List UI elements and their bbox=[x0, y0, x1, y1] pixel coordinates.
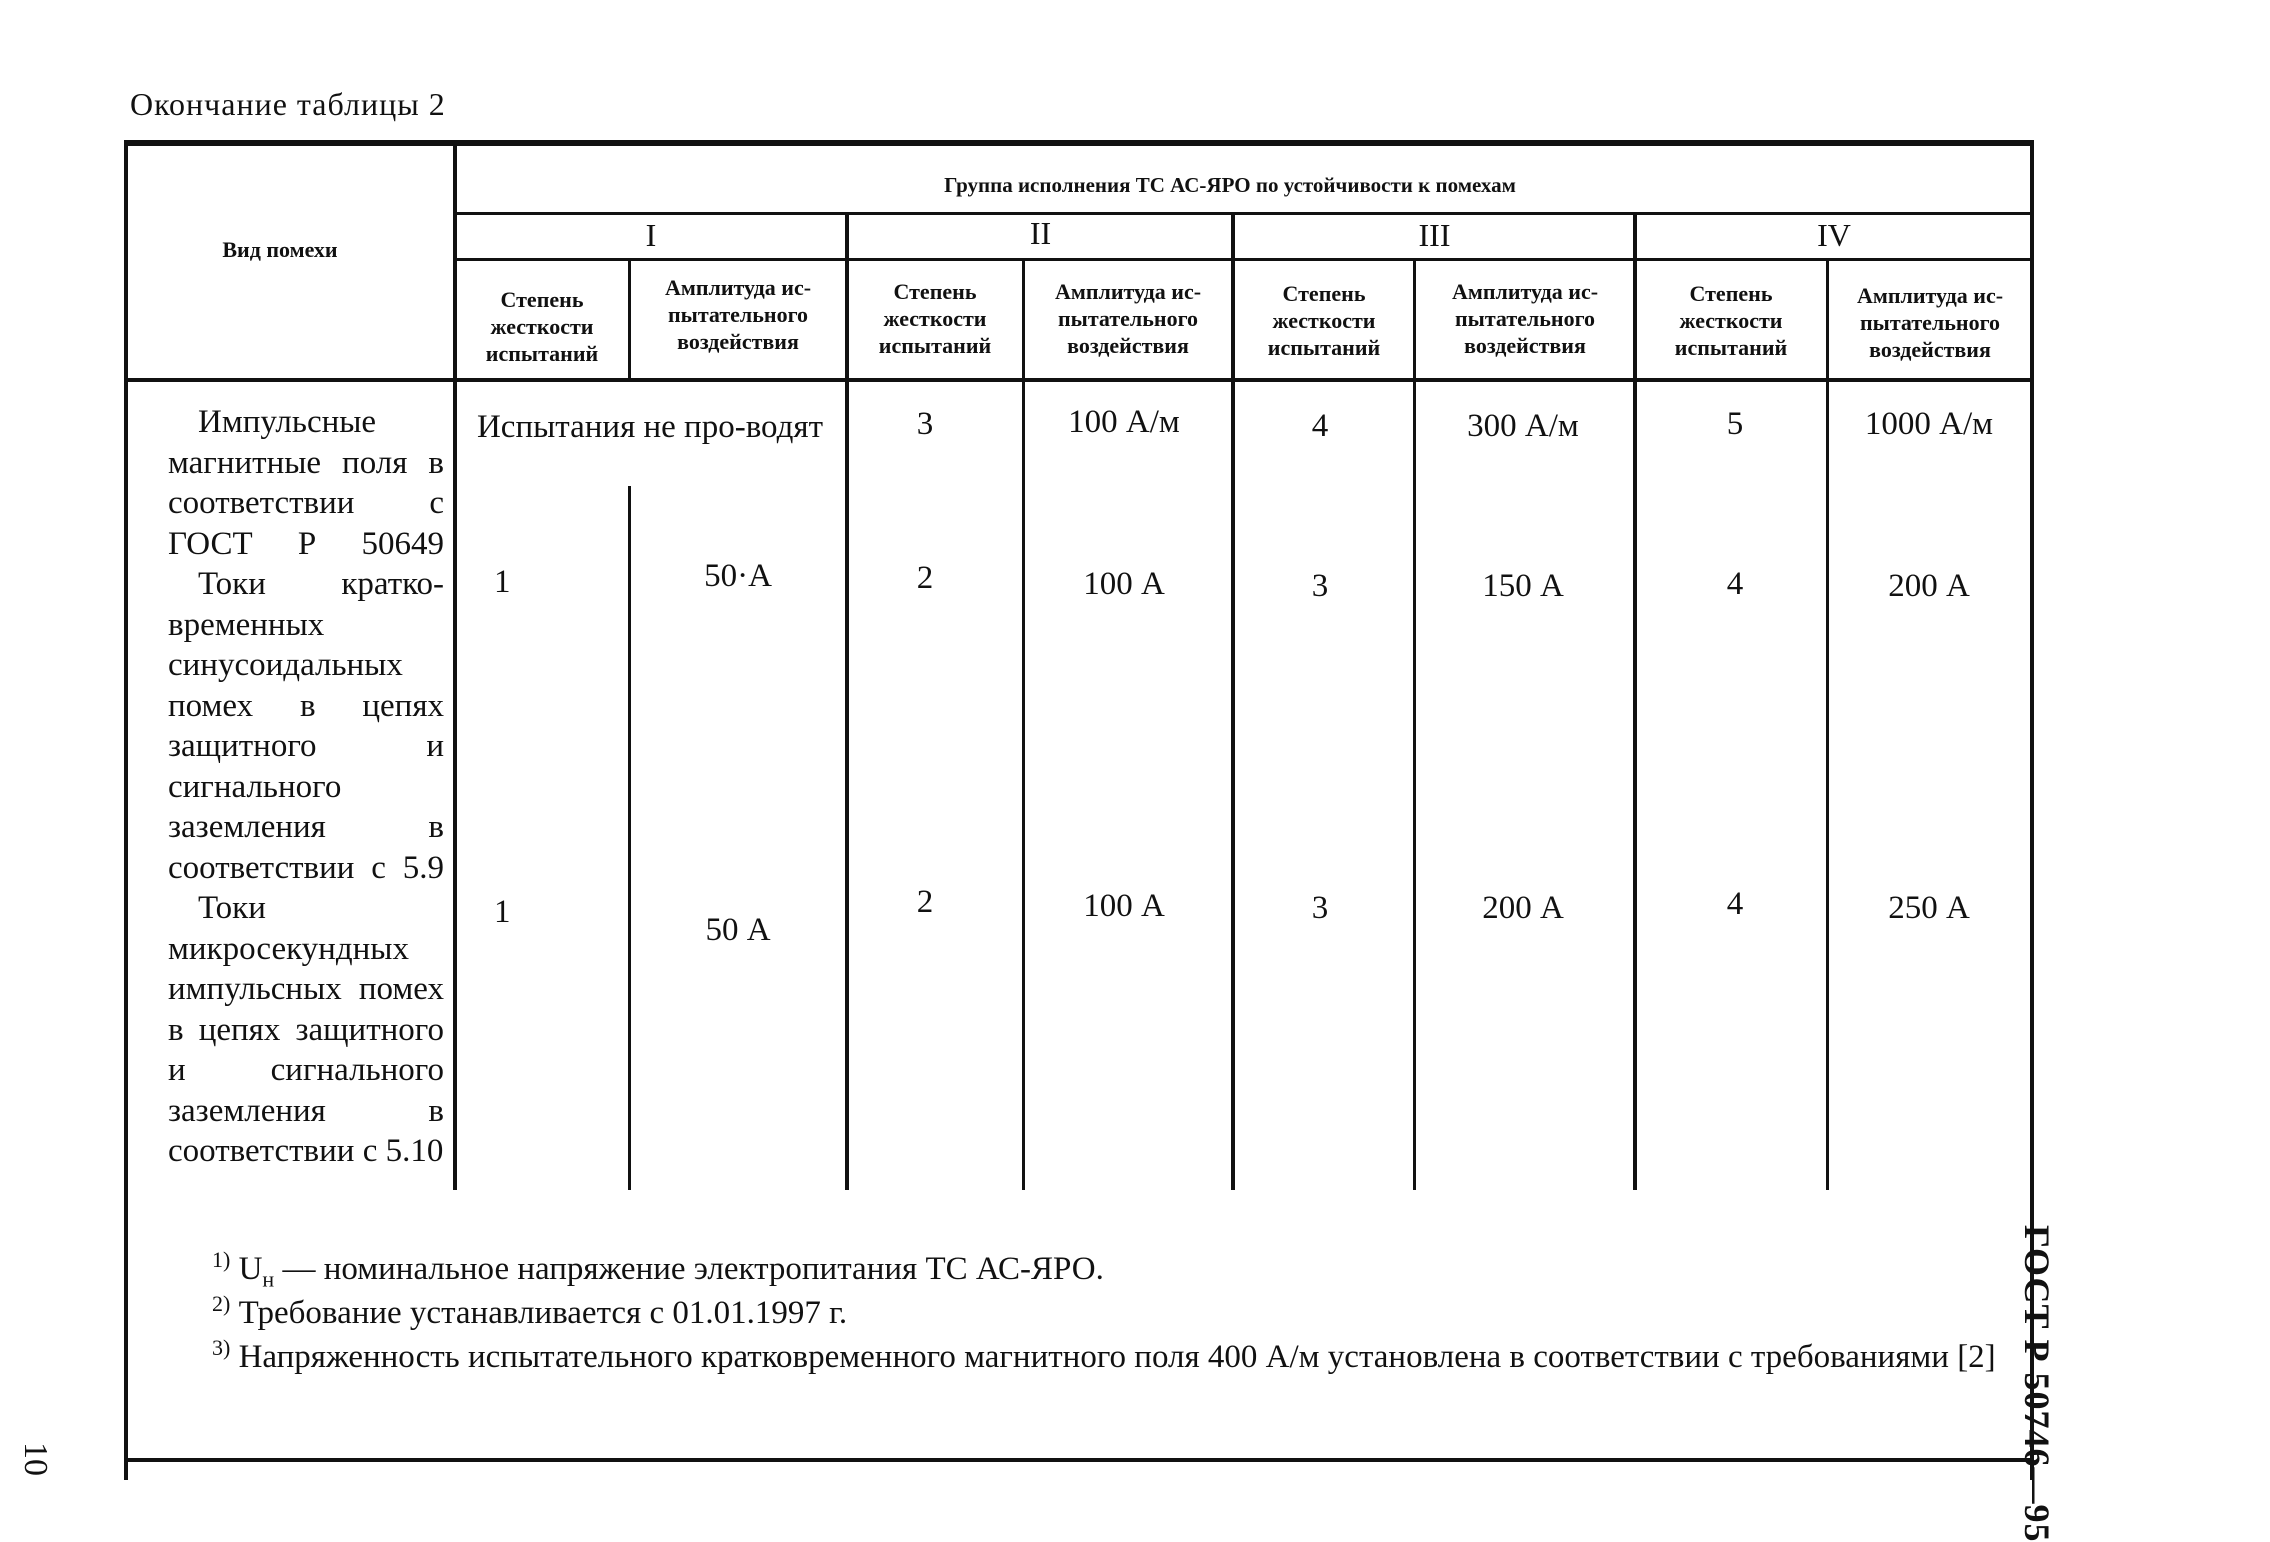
interference-type-3: Токи микросекундных импульсных помех в цепях защитного и сигнального заземления в соответствии с 5.10 bbox=[168, 890, 444, 1169]
group-header: Группа исполнения ТС АС-ЯРО по устойчивости к помехам bbox=[944, 173, 1516, 197]
row2-degree-I: 1 bbox=[494, 564, 511, 600]
subheader-degree-IV: Степень жесткости испытаний bbox=[1674, 281, 1788, 360]
subheader-degree-II: Степень жесткости испытаний bbox=[878, 279, 992, 358]
page-number: 10 bbox=[17, 1442, 54, 1476]
subheader-degree-III: Степень жесткости испытаний bbox=[1267, 281, 1381, 360]
subheader-amplitude-III: Амплитуда ис-пытательного воздействия bbox=[1451, 279, 1599, 358]
row3-degree-III: 3 bbox=[1311, 890, 1329, 926]
row1-amplitude-III: 300 А/м bbox=[1467, 408, 1579, 444]
row1-merged-note: Испытания не про-водят bbox=[476, 409, 824, 445]
row3-amplitude-IV: 250 А bbox=[1888, 890, 1970, 926]
row2-amplitude-III: 150 А bbox=[1482, 568, 1564, 604]
document-code: ГОСТ Р 50746—95 bbox=[2017, 1225, 2057, 1542]
table-caption: Окончание таблицы 2 bbox=[130, 86, 446, 122]
row1-amplitude-II: 100 А/м bbox=[1068, 404, 1180, 440]
footnote-2-mark: 2) bbox=[212, 1291, 231, 1316]
row2-degree-II: 2 bbox=[916, 560, 934, 596]
row-header: Вид помехи bbox=[222, 237, 338, 262]
group-label-IV: IV bbox=[1817, 217, 1851, 253]
footnote-1-subscript: н bbox=[262, 1266, 275, 1292]
row3-degree-II: 2 bbox=[916, 884, 934, 920]
footnote-3 bbox=[158, 1328, 1998, 1377]
row2-degree-IV: 4 bbox=[1726, 566, 1744, 602]
subheader-amplitude-I: Амплитуда ис-пытательного воздействия bbox=[664, 275, 812, 354]
row2-amplitude-IV: 200 А bbox=[1888, 568, 1970, 604]
footnote-2 bbox=[212, 1284, 847, 1333]
row1-degree-II: 3 bbox=[916, 406, 934, 442]
row1-degree-III: 4 bbox=[1311, 408, 1329, 444]
group-label-III: III bbox=[1418, 217, 1451, 253]
footnote-3-mark: 3) bbox=[212, 1335, 231, 1360]
footnote-1-symbol: U bbox=[238, 1251, 263, 1287]
interference-type-2: Токи кратко-временных синусоидальных помех в цепях защитного и сигнального заземления в соответствии с 5.9 bbox=[168, 566, 444, 886]
row3-degree-I: 1 bbox=[494, 894, 511, 930]
interference-type-1: Импульсные магнитные поля в соответствии с ГОСТ Р 50649 bbox=[168, 404, 444, 562]
row3-amplitude-III: 200 А bbox=[1482, 890, 1564, 926]
row2-degree-III: 3 bbox=[1311, 568, 1329, 604]
group-label-I: I bbox=[645, 217, 657, 253]
row3-amplitude-II: 100 А bbox=[1083, 888, 1165, 924]
row1-amplitude-IV: 1000 А/м bbox=[1864, 406, 1994, 442]
row3-degree-IV: 4 bbox=[1726, 886, 1744, 922]
subheader-amplitude-IV: Амплитуда ис-пытательного воздействия bbox=[1856, 283, 2004, 362]
row2-amplitude-I: 50·А bbox=[704, 558, 772, 594]
interference-type-list bbox=[168, 402, 444, 1172]
subheader-amplitude-II: Амплитуда ис-пытательного воздействия bbox=[1054, 279, 1202, 358]
row2-amplitude-II: 100 А bbox=[1083, 566, 1165, 602]
row3-amplitude-I: 50 А bbox=[705, 912, 771, 948]
footnote-2-text: Требование устанавливается с 01.01.1997 г. bbox=[238, 1295, 848, 1331]
footnote-1-mark: 1) bbox=[212, 1247, 231, 1272]
subheader-degree-I: Степень жесткости испытаний bbox=[485, 287, 599, 366]
row1-degree-IV: 5 bbox=[1726, 406, 1744, 442]
footnote-1-text: — номинальное напряжение электропитания ТС АС-ЯРО. bbox=[282, 1251, 1104, 1287]
footnote-3-text: Напряженность испытательного кратковременного магнитного поля 400 А/м установлена в соответствии с требованиями [2] bbox=[238, 1339, 1996, 1375]
group-label-II: II bbox=[1029, 215, 1052, 251]
